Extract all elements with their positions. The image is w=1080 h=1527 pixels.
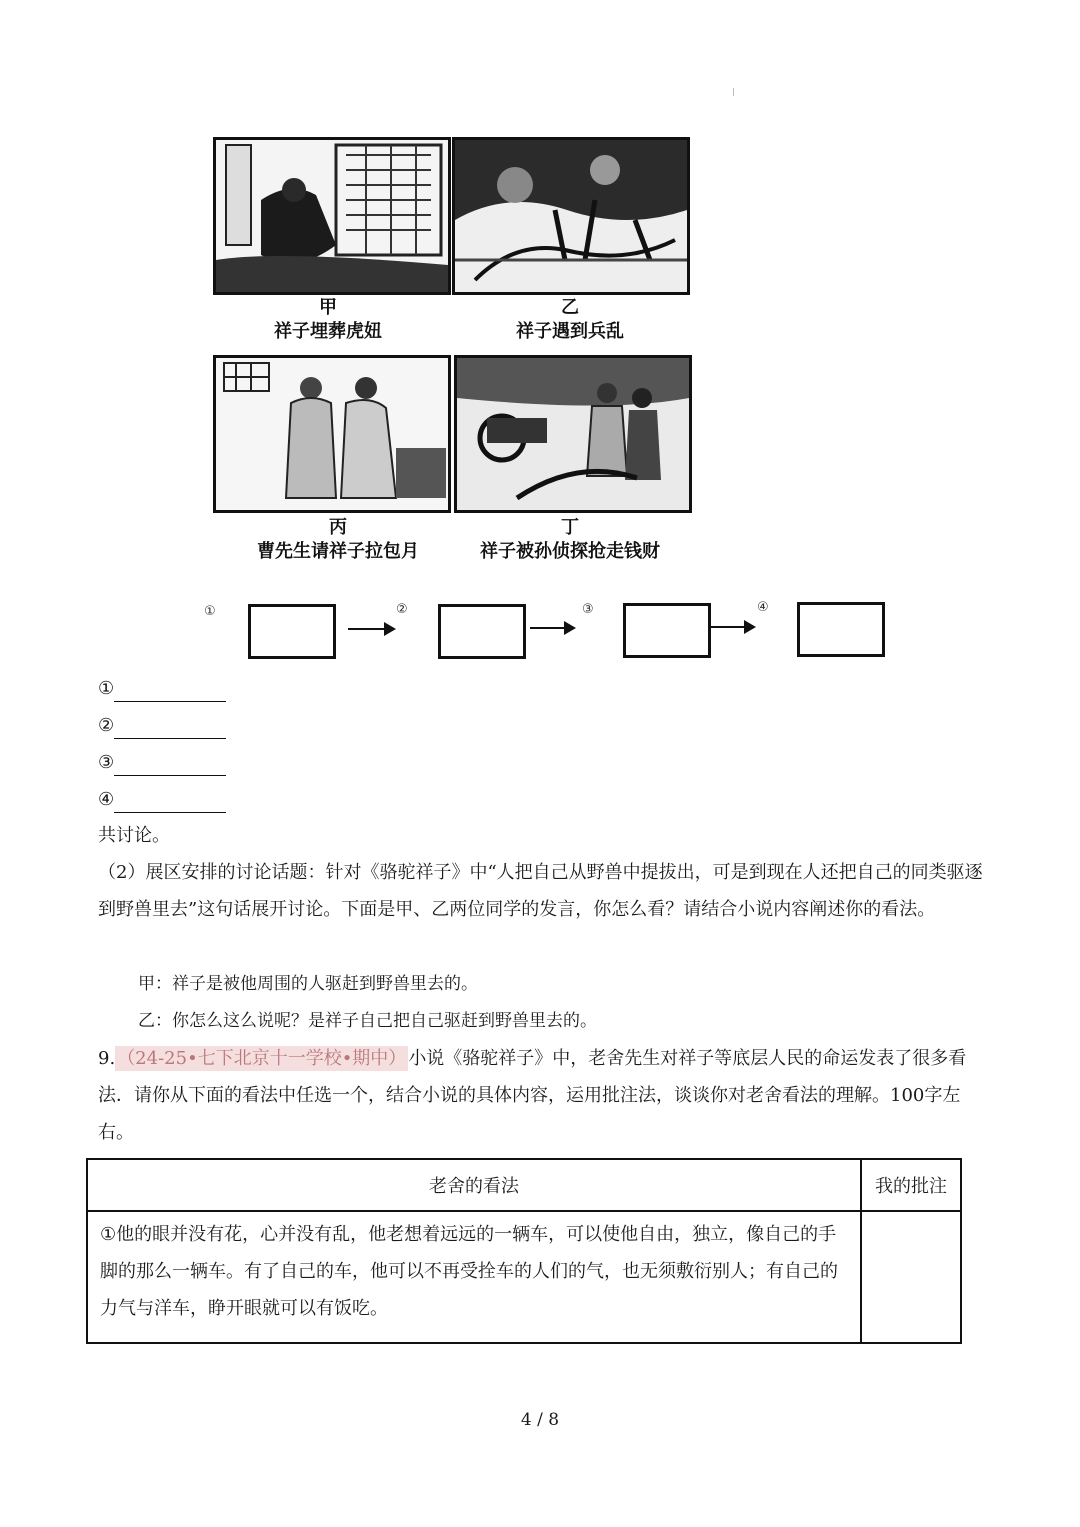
illustration-image-burial: [216, 140, 448, 292]
speech-jia: 甲：祥子是被他周围的人驱赶到野兽里去的。: [138, 974, 478, 994]
page-number: 4 / 8: [520, 1410, 560, 1430]
table-cell-view: ①他的眼并没有花，心并没有乱，他老想着远远的一辆车，可以使他自由，独立，像自己的手脚的那么一辆车。有了自己的车，他可以不再受拴车的人们的气，也无须敷衍别人；有自己的力气与洋车，睁开眼就可以有饭吃。: [87, 1211, 861, 1343]
illustration-image-robbery: [457, 358, 689, 510]
flow-step-number: ②: [396, 602, 408, 617]
answer-blank[interactable]: [114, 792, 226, 813]
table-header-annotation: 我的批注: [861, 1159, 961, 1211]
annotation-table: [86, 1158, 962, 1344]
answer-line: [98, 676, 226, 702]
flow-arrow: [530, 627, 574, 629]
illustration-panel-yi: [452, 137, 690, 295]
flow-answer-box[interactable]: [248, 604, 336, 659]
illustration-panel-jia: [213, 137, 451, 295]
caption-letter: 丁: [561, 517, 579, 538]
table-header-view: 老舍的看法: [87, 1159, 861, 1211]
answer-line: [98, 787, 226, 813]
header-mark: [733, 88, 734, 96]
illustration-panel-ding: [454, 355, 692, 513]
answer-line: [98, 750, 226, 776]
caption-bing: [218, 516, 458, 564]
discussion-end-text: 共讨论。: [98, 825, 170, 846]
answer-blank[interactable]: [114, 755, 226, 776]
flow-answer-box[interactable]: [797, 602, 885, 657]
illustration-panel-bing: [213, 355, 451, 513]
question-9: [98, 1040, 988, 1151]
flow-arrow: [348, 628, 394, 630]
caption-letter: 甲: [319, 297, 337, 318]
caption-text: 祥子埋葬虎妞: [274, 321, 382, 342]
caption-letter: 丙: [329, 517, 347, 538]
question-number: 9.: [98, 1048, 116, 1069]
flow-step-number: ③: [582, 602, 594, 617]
question-9-text: 小说《骆驼祥子》中，老舍先生对祥子等底层人民的命运发表了很多看法．请你从下面的看法中任选一个，结合小说的具体内容，运用批注法，谈谈你对老舍看法的理解。100字左右。: [98, 1048, 967, 1143]
flow-answer-box[interactable]: [623, 603, 711, 658]
caption-text: 祥子被孙侦探抢走钱财: [480, 541, 660, 562]
answer-number: ②: [98, 715, 115, 736]
answer-blank[interactable]: [114, 681, 226, 702]
illustration-image-war-chaos: [455, 140, 687, 292]
answer-line: [98, 713, 226, 739]
question-2-text: （2）展区安排的讨论话题：针对《骆驼祥子》中“人把自己从野兽中提拔出，可是到现在人还把自己的同类驱逐到野兽里去”这句话展开讨论。下面是甲、乙两位同学的发言，你怎么看？请结合小说内容阐述你的看法。: [98, 862, 983, 920]
answer-number: ④: [98, 789, 115, 810]
flow-arrow: [710, 626, 754, 628]
answer-number: ③: [98, 752, 115, 773]
table-cell-annotation[interactable]: [861, 1211, 961, 1343]
caption-text: 曹先生请祥子拉包月: [257, 541, 419, 562]
caption-jia: [208, 296, 448, 344]
answer-blank[interactable]: [114, 718, 226, 739]
speech-yi: 乙：你怎么这么说呢？是祥子自己把自己驱赶到野兽里去的。: [138, 1011, 597, 1031]
caption-text: 祥子遇到兵乱: [516, 321, 624, 342]
answer-number: ①: [98, 678, 115, 699]
caption-letter: 乙: [561, 297, 579, 318]
illustration-image-hire: [216, 358, 448, 510]
flow-answer-box[interactable]: [438, 604, 526, 659]
flow-step-number: ④: [757, 600, 769, 615]
flow-step-number: ①: [204, 604, 216, 619]
source-tag[interactable]: （24-25•七下北京十一学校•期中）: [117, 1048, 407, 1069]
caption-ding: [450, 516, 690, 564]
caption-yi: [450, 296, 690, 344]
